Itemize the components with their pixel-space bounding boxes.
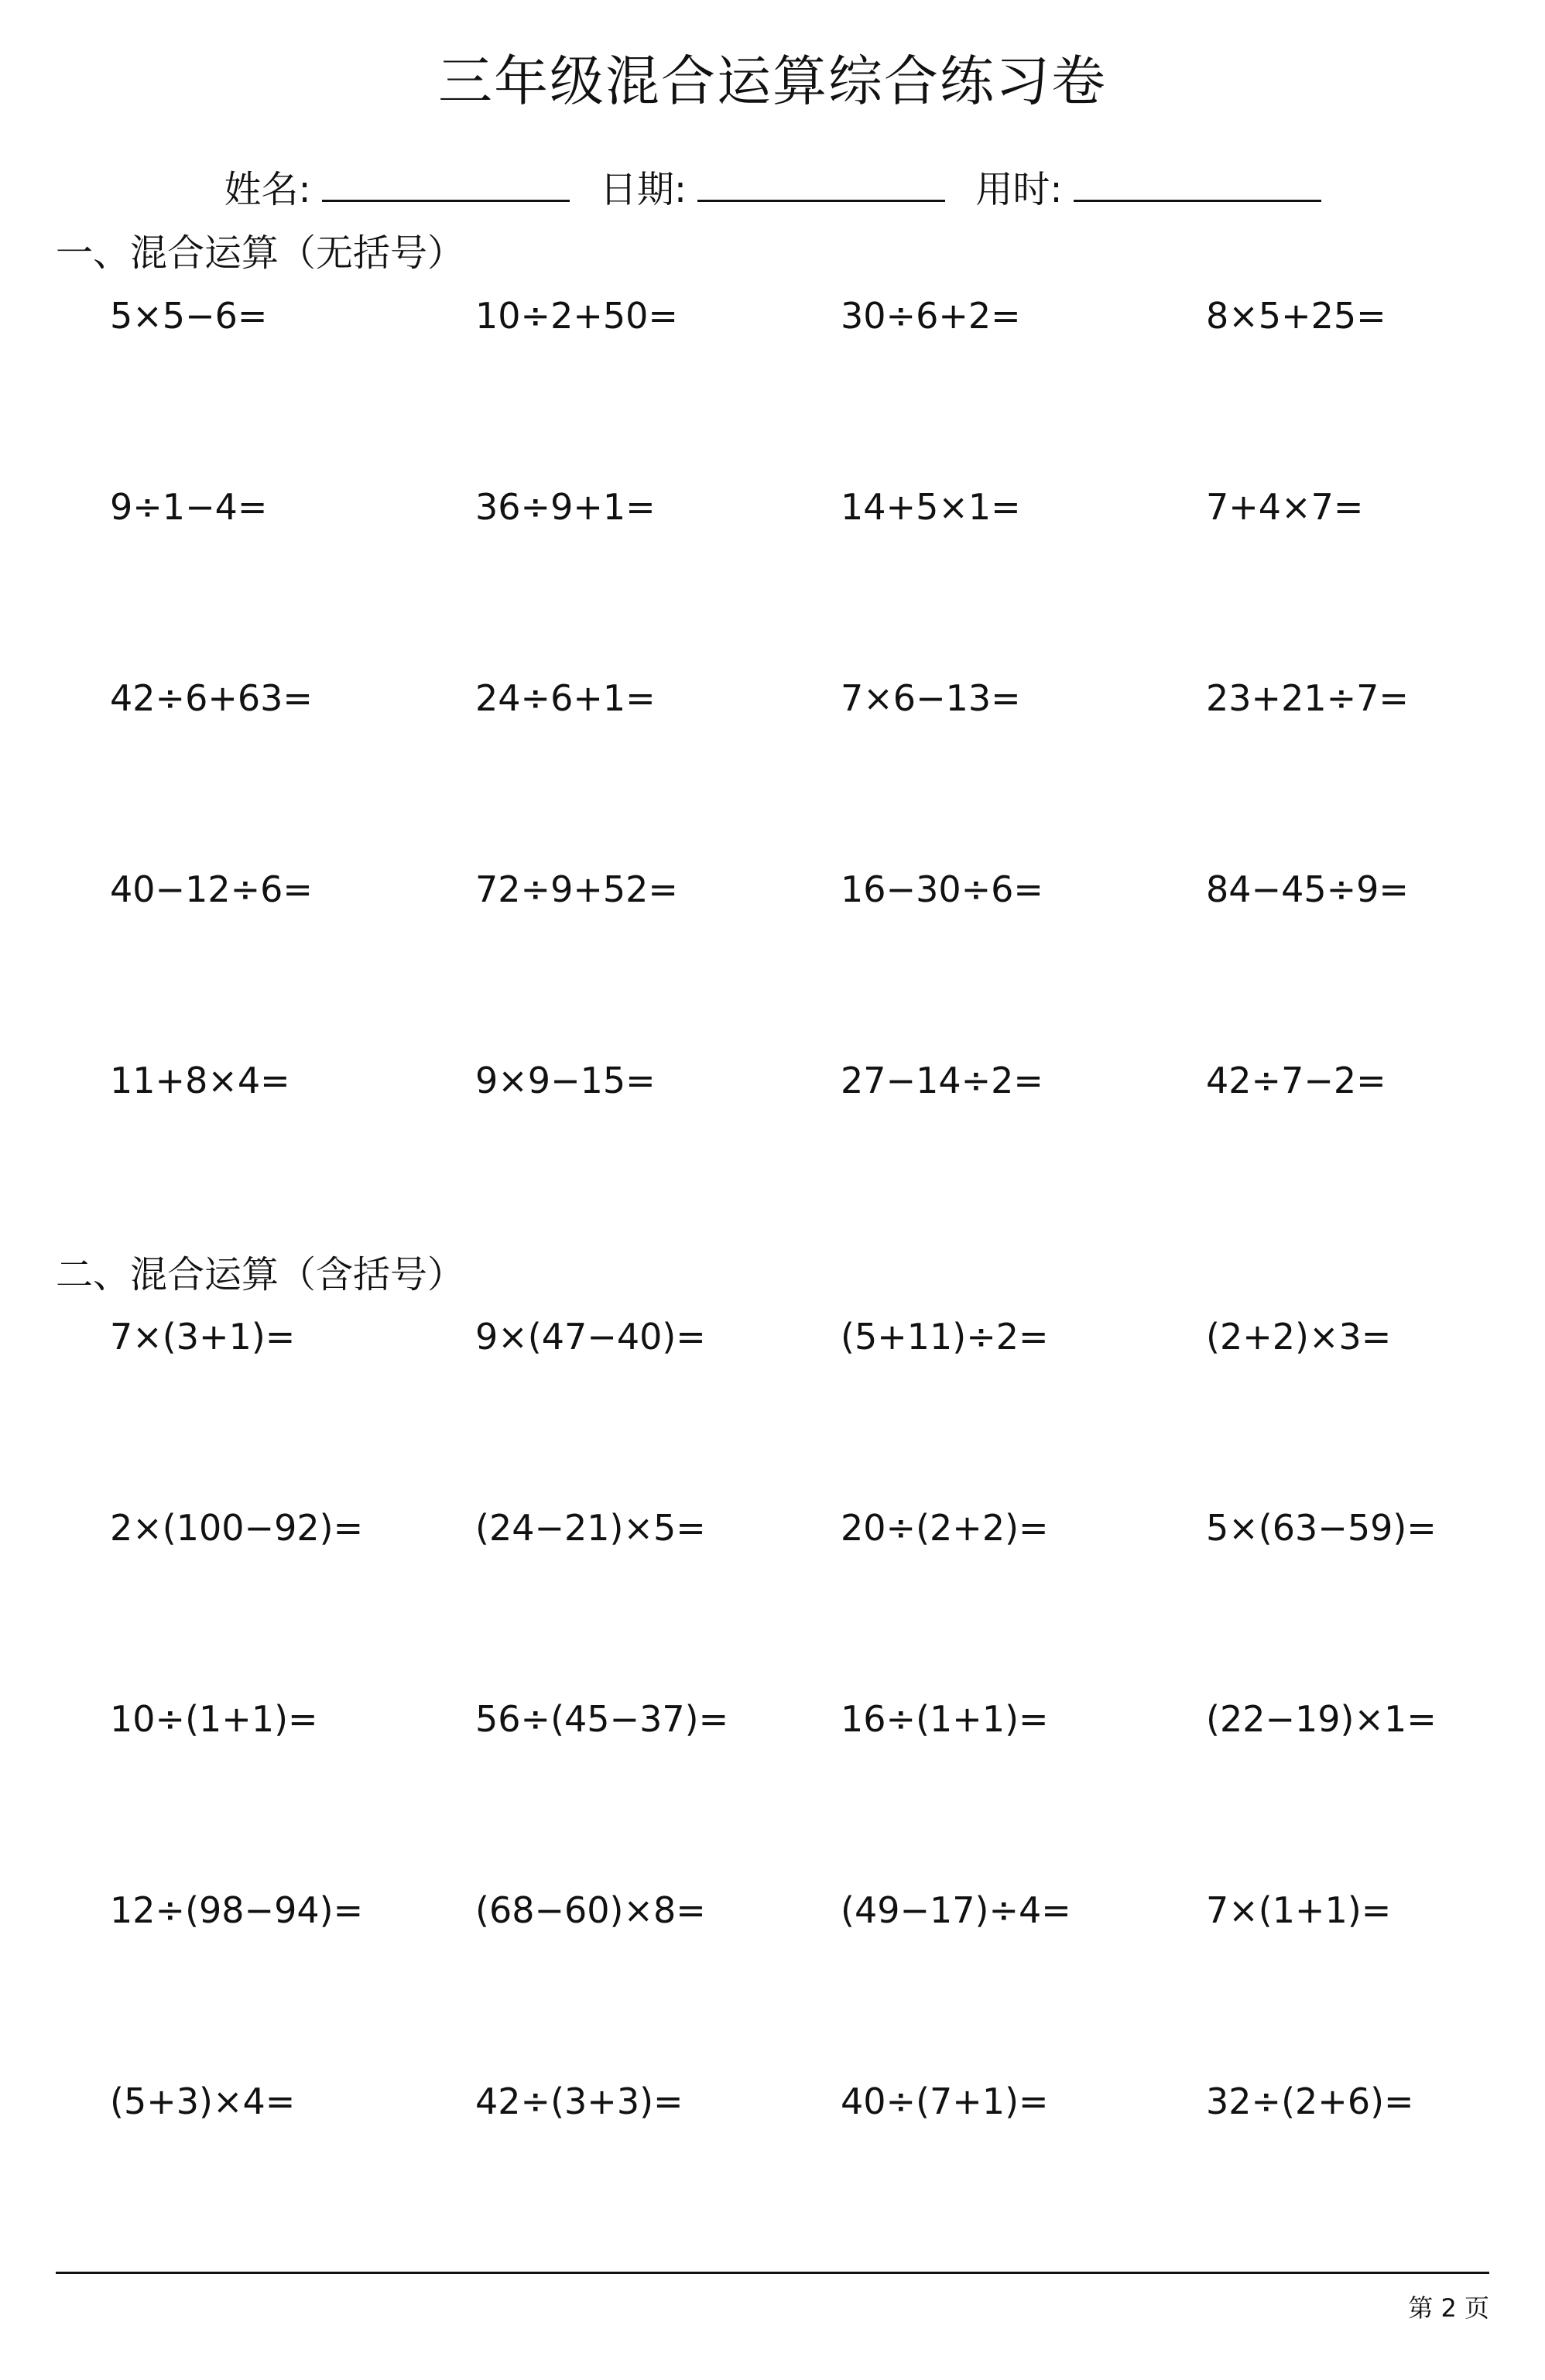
math-problem: 32÷(2+6)= [1206, 2080, 1414, 2122]
date-blank [697, 163, 945, 202]
math-problem: 7×(1+1)= [1206, 1889, 1392, 1931]
math-problem: 72÷9+52= [475, 868, 678, 910]
math-problem: 9÷1−4= [110, 486, 268, 528]
math-problem: 10÷(1+1)= [110, 1698, 318, 1740]
math-problem: 30÷6+2= [841, 295, 1021, 337]
math-problem: 7×(3+1)= [110, 1316, 296, 1358]
math-problem: (49−17)÷4= [841, 1889, 1071, 1931]
math-problem: 42÷7−2= [1206, 1060, 1386, 1101]
page-number: 第 2 页 [1408, 2293, 1489, 2323]
math-problem: 42÷(3+3)= [475, 2080, 683, 2122]
section-heading-with-brackets: 二、混合运算（含括号） [56, 1253, 465, 1296]
math-problem: 84−45÷9= [1206, 868, 1409, 910]
math-problem: 27−14÷2= [841, 1060, 1043, 1101]
math-problem: 2×(100−92)= [110, 1507, 364, 1549]
math-problem: 5×5−6= [110, 295, 268, 337]
math-problem: 16÷(1+1)= [841, 1698, 1049, 1740]
math-problem: (22−19)×1= [1206, 1698, 1437, 1740]
math-problem: 7+4×7= [1206, 486, 1364, 528]
math-problem: 5×(63−59)= [1206, 1507, 1437, 1549]
footer-divider [56, 2272, 1489, 2274]
date-field [600, 163, 945, 217]
math-problem: 24÷6+1= [475, 677, 656, 719]
math-problem: 14+5×1= [841, 486, 1021, 528]
math-problem: 16−30÷6= [841, 868, 1043, 910]
math-problem: 11+8×4= [110, 1060, 290, 1101]
section-heading-no-brackets: 一、混合运算（无括号） [56, 231, 465, 275]
name-field [224, 163, 569, 217]
math-problem: 10÷2+50= [475, 295, 678, 337]
problem-grid-with-brackets [110, 1313, 1534, 2269]
name-blank [322, 163, 570, 202]
student-info-row [0, 163, 1545, 217]
math-problem: 9×9−15= [475, 1060, 656, 1101]
time-blank [1074, 163, 1321, 202]
name-label: 姓名: [224, 168, 311, 211]
time-label: 用时: [975, 168, 1063, 211]
math-problem: 40÷(7+1)= [841, 2080, 1049, 2122]
math-problem: 40−12÷6= [110, 868, 313, 910]
math-problem: 8×5+25= [1206, 295, 1386, 337]
math-problem: 36÷9+1= [475, 486, 656, 528]
worksheet-title: 三年级混合运算综合练习卷 [438, 50, 1107, 113]
date-label: 日期: [599, 168, 687, 211]
math-problem: 56÷(45−37)= [475, 1698, 729, 1740]
math-problem: 20÷(2+2)= [841, 1507, 1049, 1549]
math-problem: 23+21÷7= [1206, 677, 1409, 719]
time-field [975, 163, 1321, 217]
problem-grid-no-brackets [110, 293, 1534, 1248]
math-problem: (24−21)×5= [475, 1507, 706, 1549]
math-problem: (68−60)×8= [475, 1889, 706, 1931]
math-problem: 12÷(98−94)= [110, 1889, 364, 1931]
math-problem: 7×6−13= [841, 677, 1021, 719]
math-problem: (5+3)×4= [110, 2080, 296, 2122]
math-problem: (2+2)×3= [1206, 1316, 1392, 1358]
math-problem: 9×(47−40)= [475, 1316, 706, 1358]
math-problem: 42÷6+63= [110, 677, 313, 719]
math-problem: (5+11)÷2= [841, 1316, 1049, 1358]
